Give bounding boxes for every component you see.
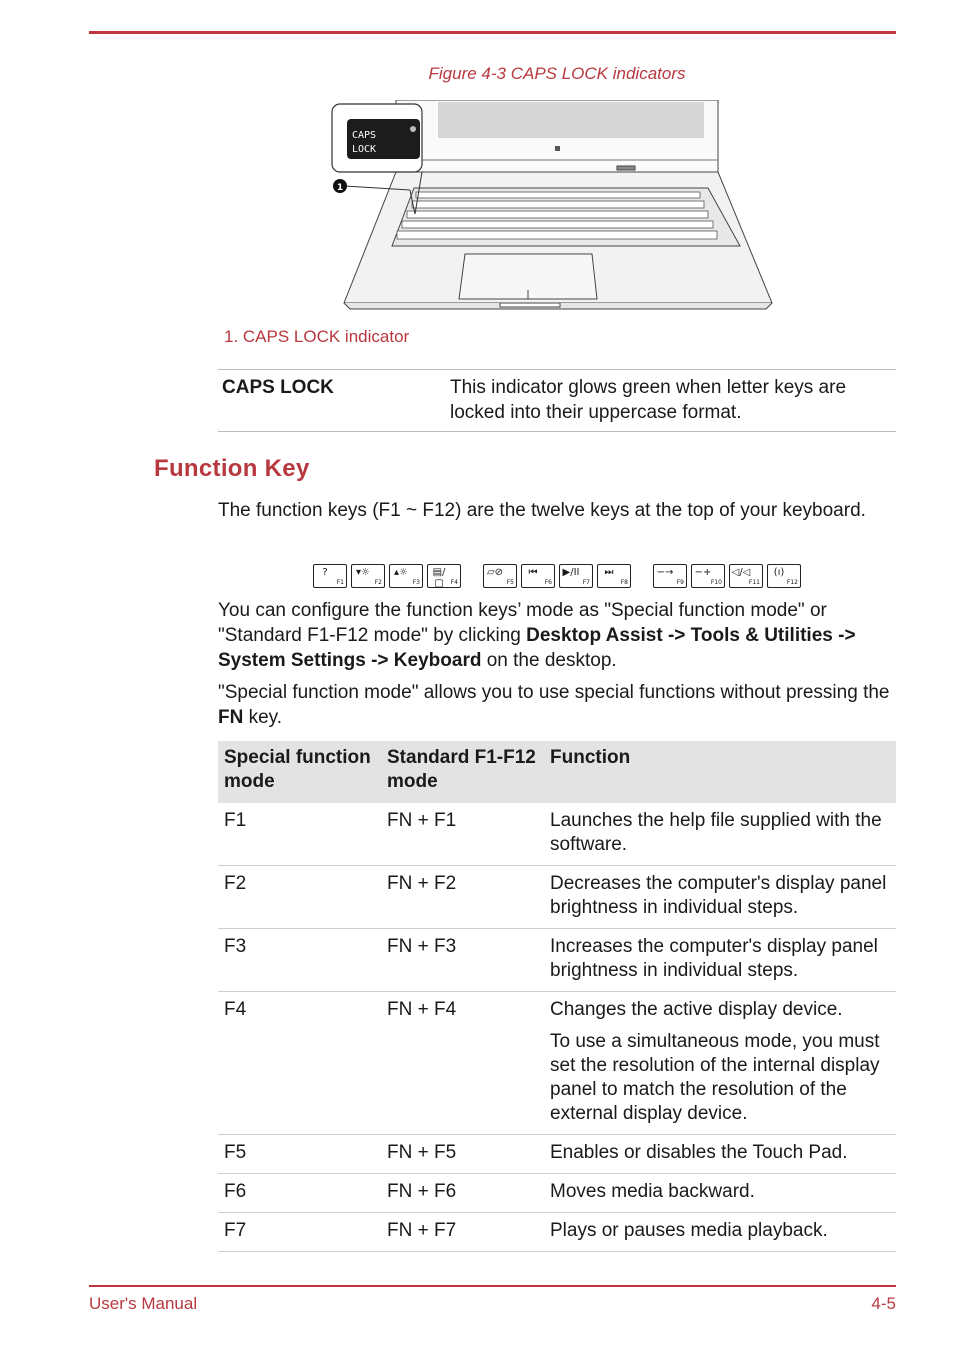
special-mode-cell: F7 bbox=[218, 1213, 381, 1252]
volume-down-key bbox=[653, 564, 687, 588]
display-switch-key bbox=[427, 564, 461, 588]
function-cell bbox=[544, 929, 896, 992]
table-body bbox=[218, 803, 896, 1252]
table-row bbox=[218, 1213, 896, 1252]
figure-caption: Figure 4-3 CAPS LOCK indicators bbox=[428, 64, 686, 83]
caps-lock-definition bbox=[218, 369, 896, 432]
next-track-icon: ⏭ bbox=[604, 567, 614, 578]
function-description: Moves media backward. bbox=[550, 1181, 755, 1202]
standard-mode-cell: FN + F2 bbox=[381, 866, 544, 929]
header-special-mode: Special function mode bbox=[218, 741, 381, 803]
standard-mode-cell: FN + F7 bbox=[381, 1213, 544, 1252]
config-text-1: You can configure the function keys’ mode as "Special function mode" or "Standard F1-F12 mode" by clicking bbox=[218, 600, 827, 646]
fkey-label: F9 bbox=[676, 579, 684, 586]
function-cell bbox=[544, 803, 896, 866]
function-description: Plays or pauses media playback. bbox=[550, 1220, 828, 1241]
definition-row bbox=[218, 370, 896, 431]
fkey-label: F8 bbox=[620, 579, 628, 586]
callout-line-2: LOCK bbox=[352, 144, 377, 155]
display-switch-icon: ▤/▢ bbox=[432, 567, 446, 589]
wireless-key bbox=[767, 564, 801, 588]
next-track-key bbox=[597, 564, 631, 588]
play-pause-icon: ▶/II bbox=[562, 567, 580, 578]
special-mode-cell: F3 bbox=[218, 929, 381, 992]
brightness-down-key bbox=[351, 564, 385, 588]
standard-mode-cell: FN + F4 bbox=[381, 992, 544, 1135]
special-text-1: "Special function mode" allows you to use special functions without pressing the bbox=[218, 682, 890, 703]
fkey-label: F10 bbox=[710, 579, 722, 586]
play-pause-key bbox=[559, 564, 593, 588]
volume-up-icon: −+ bbox=[694, 567, 712, 578]
function-note: To use a simultaneous mode, you must set the resolution of the internal display panel to match the resolution of the external display device. bbox=[550, 1031, 880, 1124]
table-row bbox=[218, 866, 896, 929]
bottom-rule bbox=[89, 1285, 896, 1287]
config-text-2: on the desktop. bbox=[481, 650, 617, 671]
help-icon: ? bbox=[322, 567, 328, 578]
callout-line-1: CAPS bbox=[352, 130, 377, 141]
intro-paragraph: The function keys (F1 ~ F12) are the twelve keys at the top of your keyboard. bbox=[218, 500, 866, 521]
table-row bbox=[218, 992, 896, 1135]
standard-mode-cell: FN + F1 bbox=[381, 803, 544, 866]
special-mode-cell: F4 bbox=[218, 992, 381, 1135]
fkey-label: F7 bbox=[582, 579, 590, 586]
function-key-row bbox=[313, 564, 803, 588]
table-row bbox=[218, 1174, 896, 1213]
function-description: Enables or disables the Touch Pad. bbox=[550, 1142, 848, 1163]
help-key bbox=[313, 564, 347, 588]
table-row bbox=[218, 929, 896, 992]
definition-description: This indicator glows green when letter keys are locked into their uppercase format. bbox=[450, 377, 847, 423]
mute-icon: ◁/◁ bbox=[731, 567, 751, 578]
top-rule bbox=[89, 31, 896, 34]
special-mode-cell: F5 bbox=[218, 1135, 381, 1174]
special-mode-paragraph bbox=[218, 680, 898, 730]
function-cell bbox=[544, 992, 896, 1135]
fkey-label: F12 bbox=[786, 579, 798, 586]
config-paragraph bbox=[218, 598, 898, 673]
footer-title: User's Manual bbox=[89, 1294, 198, 1313]
fkey-label: F1 bbox=[336, 579, 344, 586]
caps-lock-figure bbox=[330, 100, 775, 312]
fkey-label: F11 bbox=[748, 579, 760, 586]
brightness-down-icon: ▾☼ bbox=[356, 567, 370, 578]
definition-term: CAPS LOCK bbox=[222, 377, 334, 398]
standard-mode-cell: FN + F6 bbox=[381, 1174, 544, 1213]
special-mode-cell: F6 bbox=[218, 1174, 381, 1213]
mute-key bbox=[729, 564, 763, 588]
special-text-2: key. bbox=[243, 707, 283, 728]
function-key-table bbox=[218, 741, 896, 1252]
table-header-row bbox=[218, 741, 896, 803]
table-row bbox=[218, 803, 896, 866]
previous-track-key bbox=[521, 564, 555, 588]
fkey-label: F6 bbox=[544, 579, 552, 586]
function-cell bbox=[544, 1135, 896, 1174]
header-function: Function bbox=[544, 741, 896, 803]
fkey-label: F3 bbox=[412, 579, 420, 586]
touchpad-icon: ▱⊘ bbox=[486, 567, 504, 578]
special-mode-cell: F2 bbox=[218, 866, 381, 929]
fkey-label: F4 bbox=[450, 579, 458, 586]
fkey-label: F5 bbox=[506, 579, 514, 586]
volume-down-icon: −→ bbox=[656, 567, 674, 578]
callout-marker-label: 1 bbox=[336, 183, 344, 193]
standard-mode-cell: FN + F5 bbox=[381, 1135, 544, 1174]
volume-up-key bbox=[691, 564, 725, 588]
previous-track-icon: ⏮ bbox=[528, 567, 538, 578]
function-description: Launches the help file supplied with the software. bbox=[550, 810, 882, 855]
page-number: 4-5 bbox=[871, 1294, 896, 1313]
fn-key-name: FN bbox=[218, 707, 244, 728]
function-description: Changes the active display device. bbox=[550, 999, 843, 1020]
function-description: Decreases the computer's display panel brightness in individual steps. bbox=[550, 873, 887, 918]
brightness-up-icon: ▴☼ bbox=[394, 567, 408, 578]
table-row bbox=[218, 1135, 896, 1174]
config-path: Desktop Assist -> Tools & Utilities -> System Settings -> Keyboard bbox=[218, 625, 856, 671]
special-mode-cell: F1 bbox=[218, 803, 381, 866]
function-description: Increases the computer's display panel brightness in individual steps. bbox=[550, 936, 878, 981]
brightness-up-key bbox=[389, 564, 423, 588]
figure-legend: 1. CAPS LOCK indicator bbox=[224, 327, 410, 346]
standard-mode-cell: FN + F3 bbox=[381, 929, 544, 992]
function-cell bbox=[544, 1213, 896, 1252]
function-cell bbox=[544, 866, 896, 929]
section-heading: Function Key bbox=[154, 455, 310, 482]
function-cell bbox=[544, 1174, 896, 1213]
touchpad-key bbox=[483, 564, 517, 588]
wireless-icon: (ı) bbox=[773, 567, 785, 578]
fkey-label: F2 bbox=[374, 579, 382, 586]
header-standard-mode: Standard F1-F12 mode bbox=[381, 741, 544, 803]
